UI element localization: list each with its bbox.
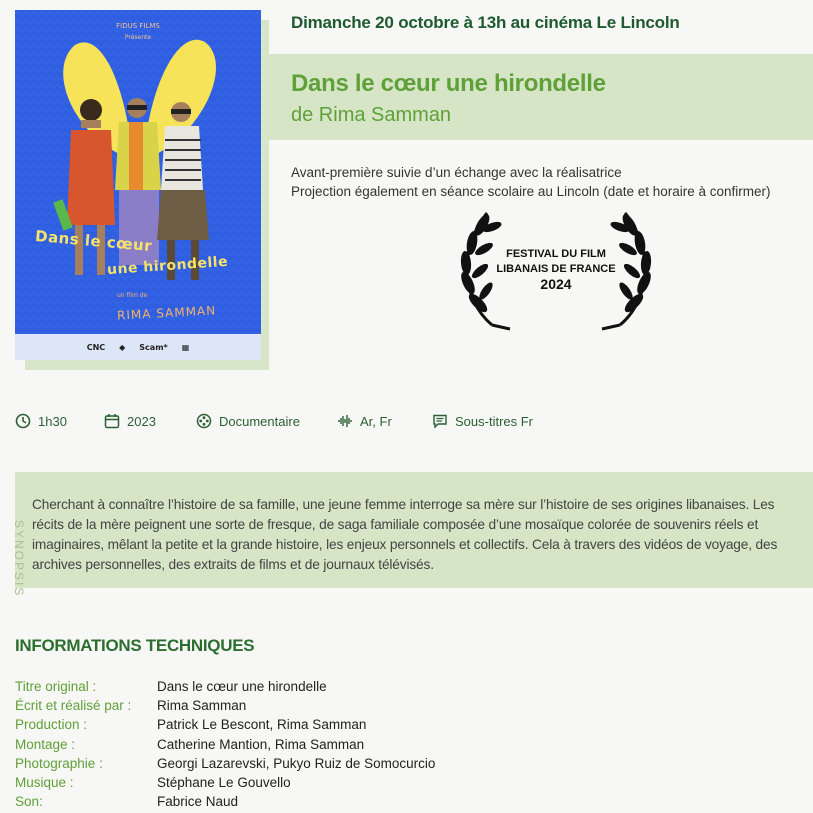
- festival-line1: FESTIVAL DU FILM: [506, 248, 606, 260]
- synopsis-side-label: SYNOPSIS: [12, 520, 26, 598]
- languages-value: Ar, Fr: [360, 413, 392, 429]
- tech-row: [15, 696, 246, 715]
- tech-value: Dans le cœur une hirondelle: [157, 679, 327, 694]
- meta-duration: [15, 413, 67, 429]
- tech-value: Rima Samman: [157, 698, 247, 713]
- bird-logo-icon: ◆: [119, 342, 126, 352]
- duration-value: 1h30: [38, 413, 67, 429]
- tech-row: [15, 715, 366, 734]
- tech-label: Titre original :: [15, 679, 97, 694]
- film-poster: [15, 10, 269, 370]
- film-director-line: de Rima Samman: [291, 104, 452, 126]
- meta-languages: [337, 413, 392, 429]
- audio-wave-icon: [337, 413, 353, 429]
- tech-label: Montage :: [15, 737, 76, 752]
- tech-row: [15, 792, 238, 811]
- region-logo-icon: ▦: [181, 342, 190, 352]
- tech-row: [15, 754, 435, 773]
- tech-label: Production :: [15, 717, 88, 732]
- poster-film-by: un film de: [117, 292, 148, 299]
- tech-label: Musique :: [15, 775, 74, 790]
- poster-director: RIMA SAMMAN: [116, 303, 217, 323]
- film-title: Dans le cœur une hirondelle: [291, 70, 606, 97]
- cnc-logo: CNC: [86, 342, 106, 352]
- screening-date: Dimanche 20 octobre à 13h au cinéma Le Lincoln: [291, 13, 680, 32]
- festival-laurel: [452, 205, 660, 333]
- poster-production-label: FIDUS FILMS: [116, 22, 160, 30]
- event-description: [291, 163, 771, 201]
- meta-year: [104, 413, 156, 429]
- festival-year: 2024: [540, 276, 572, 292]
- synopsis-text: Cherchant à connaître l’histoire de sa famille, une jeune femme interroge sa mère sur l’histoire de ses origines libanaises. Les récits de la mère peignent une sorte de fresque, de saga familiale composée d’une mosaïque colorée de souvenirs réels et imaginaires, mêlant la petite et la grande histoire, les enjeux personnels et collectifs. Cela à travers des vidéos de voyage, des archives personnelles, des extraits de films et de journaux télévisés.: [32, 497, 778, 572]
- festival-line2: LIBANAIS DE FRANCE: [496, 263, 616, 275]
- tech-label: Photographie :: [15, 756, 103, 771]
- poster-title-line1: Dans le cœur: [34, 226, 153, 256]
- tech-value: Catherine Mantion, Rima Samman: [157, 737, 365, 752]
- poster-image: [15, 10, 261, 360]
- tech-info-heading: INFORMATIONS TECHNIQUES: [15, 636, 255, 655]
- genre-value: Documentaire: [219, 413, 300, 429]
- clock-icon: [15, 413, 31, 429]
- calendar-icon: [104, 413, 120, 429]
- subtitles-value: Sous-titres Fr: [455, 413, 534, 429]
- tech-value: Patrick Le Bescont, Rima Samman: [157, 717, 367, 732]
- tech-row: [15, 677, 327, 696]
- tech-value: Georgi Lazarevski, Pukyo Ruiz de Somocurcio: [157, 756, 436, 771]
- event-description-line1: Avant-première suivie d’un échange avec la réalisatrice: [291, 165, 622, 180]
- tech-value: Fabrice Naud: [157, 794, 239, 809]
- tech-value: Stéphane Le Gouvello: [157, 775, 291, 790]
- subtitle-icon: [432, 413, 448, 429]
- year-value: 2023: [127, 413, 156, 429]
- tech-label: Son:: [15, 794, 43, 809]
- event-description-line2: Projection également en séance scolaire au Lincoln (date et horaire à confirmer): [291, 184, 771, 199]
- poster-presents-label: Présente: [124, 34, 152, 41]
- tech-row: [15, 773, 291, 792]
- meta-genre: [196, 413, 300, 429]
- poster-title-line2: une hirondelle: [106, 253, 229, 279]
- tech-label: Écrit et réalisé par :: [15, 698, 132, 713]
- festival-label: [452, 247, 660, 292]
- scam-logo: Scam*: [139, 342, 168, 352]
- poster-logo-strip: [15, 334, 261, 360]
- film-reel-icon: [196, 413, 212, 429]
- tech-row: [15, 735, 364, 754]
- meta-subtitles: [432, 413, 533, 429]
